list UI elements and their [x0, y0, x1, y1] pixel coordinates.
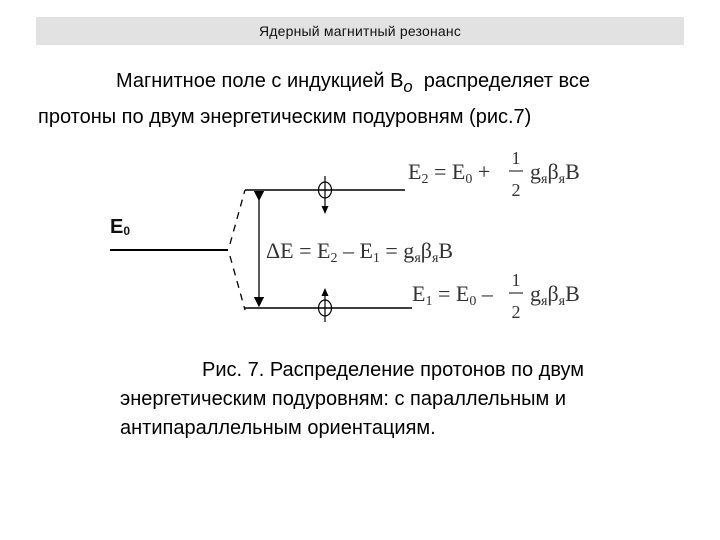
slide-header — [36, 17, 684, 45]
intro-line-1 — [38, 66, 688, 102]
delta-e-formula — [266, 238, 453, 266]
intro-text-a: Магнитное поле с индукцией B — [116, 70, 404, 92]
svg-text:1: 1 — [511, 270, 521, 290]
svg-text:E2 = E0 +: E2 = E0 + — [408, 159, 491, 187]
e1-formula — [412, 270, 580, 322]
figure-caption — [120, 356, 700, 443]
e0-label: E0 — [110, 216, 131, 238]
induction-subscript: o — [403, 77, 413, 96]
svg-text:gяβяB: gяβяB — [530, 159, 580, 187]
proton-spin-down-icon — [319, 176, 332, 214]
caption-line-2: энергетическим подуровням: с параллельным и — [120, 388, 567, 410]
intro-line-2: протоны по двум энергетическим подуровням (рис.7) — [38, 106, 532, 128]
energy-level-diagram — [0, 140, 720, 340]
svg-text:2: 2 — [511, 180, 521, 200]
upper-connector-dashes — [230, 190, 245, 244]
intro-text-b: распределяет все — [412, 70, 590, 92]
svg-text:1: 1 — [511, 148, 521, 168]
caption-line-1: Рис. 7. Распределение протонов по двум — [202, 359, 585, 381]
caption-line-3: антипараллельным ориентациям. — [120, 417, 436, 439]
svg-text:E1 = E0 –: E1 = E0 – — [412, 281, 493, 309]
lower-connector-dashes — [230, 256, 245, 310]
proton-spin-up-icon — [319, 288, 332, 322]
e2-formula — [408, 148, 580, 200]
svg-text:ΔE = E2 – E1 = gяβяB: ΔE = E2 – E1 = gяβяB — [266, 238, 454, 266]
slide-title: Ядерный магнитный резонанс — [258, 23, 462, 39]
svg-text:gяβяB: gяβяB — [530, 281, 580, 309]
intro-paragraph — [38, 66, 688, 132]
svg-text:2: 2 — [511, 302, 521, 322]
